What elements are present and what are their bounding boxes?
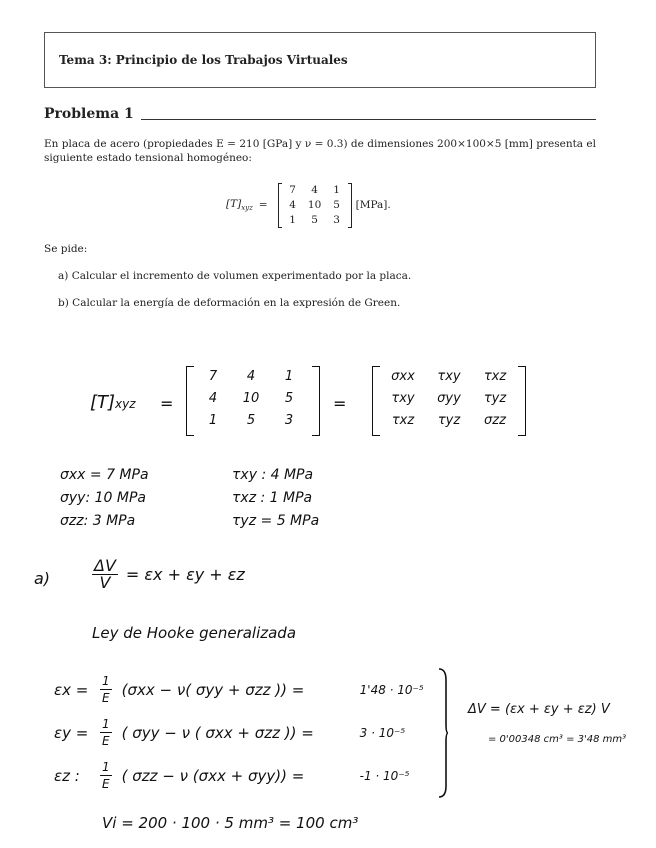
hw-num-cell-r3c3: 3 [284, 413, 294, 428]
volume-change-eq: $\frac{\Delta V}{V}$ = εx + εy + εz [94, 556, 245, 592]
problem-heading [44, 106, 596, 126]
stress-list-shear [232, 464, 319, 533]
se-pide-label: Se pide: [44, 243, 88, 255]
equation-equals: = [258, 199, 268, 211]
strain-body: (σxx − ν( σyy + σzz )) = [121, 680, 305, 699]
right-brace [438, 668, 448, 798]
matrix-cell-r2c3: 5 [333, 198, 340, 211]
item-a: a) Calcular el incremento de volumen experimentado por la placa. [58, 270, 412, 282]
shear-stress-3: τyz = 5 MPa [232, 513, 320, 529]
matrix-cell-r1c3: 1 [333, 183, 340, 196]
matrix-cell-r3c3: 3 [333, 213, 340, 226]
normal-stress-2: σyy: 10 MPa [60, 490, 146, 506]
normal-stress-3: σzz: 3 MPa [60, 513, 136, 529]
hw-bracket-left-2 [372, 366, 380, 436]
equation-lhs: $[T]_{xyz}$ [226, 198, 253, 212]
problem-statement: En placa de acero (propiedades E = 210 [GPa] y ν = 0.3) de dimensiones 200×100×5 [mm] presenta el siguiente estado tensional homogéneo: [44, 138, 596, 164]
matrix-cell-r1c1: 7 [289, 183, 296, 196]
strain-row [54, 754, 424, 797]
strain-row [54, 711, 424, 754]
hw-num-cell-r2c3: 5 [284, 391, 294, 406]
part-a-label: a) [34, 569, 51, 588]
matrix-cell-r3c2: 5 [311, 213, 318, 226]
hw-bracket-left-1 [186, 366, 194, 436]
header-title: Tema 3: Principio de los Trabajos Virtuales [59, 53, 348, 67]
strain-row [54, 668, 424, 711]
hw-sym-cell-r3c2: τyz [437, 413, 461, 428]
stress-matrix [278, 183, 352, 228]
one-over-e: $\frac{1}{E}$ [102, 674, 110, 705]
hw-sym-cell-r3c3: σzz [484, 413, 506, 428]
hw-num-cell-r2c1: 4 [208, 391, 218, 406]
hw-sym-cell-r1c2: τxy [437, 369, 461, 384]
header-box [44, 32, 596, 88]
heading-rule [141, 119, 596, 120]
problem-title: Problema 1 [44, 106, 134, 122]
hw-num-cell-r1c3: 1 [284, 369, 294, 384]
one-over-e: $\frac{1}{E}$ [102, 717, 110, 748]
hooke-title: Ley de Hooke generalizada [92, 624, 297, 642]
hw-symbolic-matrix [380, 366, 518, 432]
hw-sym-cell-r3c1: τxz [391, 413, 415, 428]
initial-volume: Vi = 200 · 100 · 5 mm³ = 100 cm³ [102, 814, 359, 832]
hw-num-cell-r1c2: 4 [246, 369, 256, 384]
matrix-cell-r3c1: 1 [289, 213, 296, 226]
hw-sym-cell-r1c3: τxz [483, 369, 507, 384]
printed-equation [226, 180, 391, 230]
strain-result: 1'48 · 10⁻⁵ [359, 682, 424, 697]
hw-num-cell-r2c2: 10 [242, 391, 260, 406]
matrix-cell-r1c2: 4 [311, 183, 318, 196]
matrix-cell-r2c2: 10 [307, 198, 322, 211]
hw-bracket-right-1 [312, 366, 320, 436]
hw-numeric-matrix [194, 366, 308, 432]
stress-list-normal [60, 464, 149, 533]
hw-num-cell-r3c2: 5 [246, 413, 256, 428]
hw-num-cell-r3c1: 1 [208, 413, 218, 428]
strain-body: ( σyy − ν ( σxx + σzz )) = [121, 723, 314, 742]
shear-stress-2: τxz : 1 MPa [232, 490, 313, 506]
one-over-e: $\frac{1}{E}$ [102, 760, 110, 791]
strain-result: 3 · 10⁻⁵ [359, 725, 406, 740]
matrix-cell-r2c1: 4 [289, 198, 296, 211]
dv-result-1: ΔV = (εx + εy + εz) V [468, 702, 610, 717]
item-b: b) Calcular la energía de deformación en la expresión de Green. [58, 297, 401, 309]
hw-tensor-lhs: [T]xyz [90, 392, 136, 413]
strain-body: ( σzz − ν (σxx + σyy)) = [121, 766, 305, 785]
hw-sym-cell-r1c1: σxx [391, 369, 415, 384]
dv-result-2: = 0'00348 cm³ = 3'48 mm³ [488, 734, 627, 745]
hw-equals-2: = [333, 394, 347, 413]
strain-lhs: εy = [54, 723, 89, 742]
hw-bracket-right-2 [518, 366, 526, 436]
hw-sym-cell-r2c3: τyz [483, 391, 507, 406]
strain-lhs: εz : [54, 766, 80, 785]
strain-result: -1 · 10⁻⁵ [359, 768, 410, 783]
normal-stress-1: σxx = 7 MPa [60, 467, 149, 483]
hw-sym-cell-r2c1: τxy [391, 391, 415, 406]
hw-sym-cell-r2c2: σyy [437, 391, 461, 406]
strain-equations [54, 668, 424, 797]
strain-lhs: εx = [54, 680, 89, 699]
shear-stress-1: τxy : 4 MPa [232, 467, 314, 483]
hw-num-cell-r1c1: 7 [208, 369, 218, 384]
hw-equals-1: = [160, 394, 174, 413]
equation-unit: [MPa]. [355, 199, 391, 211]
